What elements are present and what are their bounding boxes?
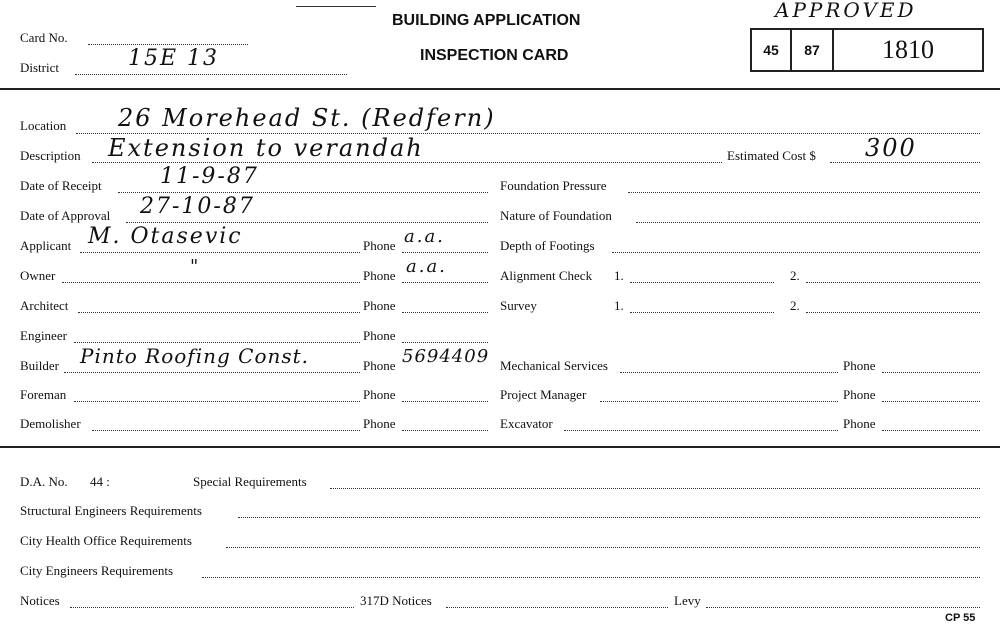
applicant-phone-label: Phone — [363, 238, 396, 253]
architect-label: Architect — [20, 298, 69, 313]
owner-label: Owner — [20, 268, 56, 283]
excavator-phone-label: Phone — [843, 416, 876, 431]
levy-line — [706, 607, 980, 608]
foreman-label: Foreman — [20, 387, 67, 402]
title-line-1: BUILDING APPLICATION — [392, 12, 581, 29]
excavator-phone-line — [882, 430, 980, 431]
city-eng-req-label: City Engineers Requirements — [20, 563, 174, 578]
survey-label: Survey — [500, 298, 537, 313]
demolisher-label: Demolisher — [20, 416, 81, 431]
owner-phone-value: a.a. — [406, 256, 447, 277]
district-label: District — [20, 60, 59, 75]
card-number-box — [750, 28, 984, 72]
mechanical-line — [620, 372, 838, 373]
foundation-pressure-label: Foundation Pressure — [500, 178, 607, 193]
foreman-phone-line — [402, 401, 488, 402]
nature-foundation-line — [636, 222, 980, 223]
survey-line-1 — [630, 312, 774, 313]
project-manager-phone-label: Phone — [843, 387, 876, 402]
applicant-label: Applicant — [20, 238, 72, 253]
location-value: 26 Morehead St. (Redfern) — [118, 104, 496, 132]
title-line-2: INSPECTION CARD — [420, 47, 569, 64]
foreman-line — [74, 401, 360, 402]
box-cell-b: 87 — [792, 30, 834, 70]
form-code: CP 55 — [945, 612, 976, 624]
description-label: Description — [20, 148, 81, 163]
district-line — [75, 74, 347, 75]
date-receipt-line — [118, 192, 488, 193]
special-req-line — [330, 488, 980, 489]
top-rule — [0, 88, 1000, 90]
da-no-value: 44 : — [90, 474, 110, 489]
date-approval-label: Date of Approval — [20, 208, 111, 223]
engineer-line — [74, 342, 360, 343]
architect-line — [78, 312, 360, 313]
mechanical-phone-label: Phone — [843, 358, 876, 373]
card-no-line — [88, 44, 248, 45]
box-cell-number: 1810 — [882, 35, 934, 64]
engineer-phone-line — [402, 342, 488, 343]
date-receipt-label: Date of Receipt — [20, 178, 102, 193]
project-manager-phone-line — [882, 401, 980, 402]
foreman-phone-label: Phone — [363, 387, 396, 402]
builder-phone-label: Phone — [363, 358, 396, 373]
alignment-num-1: 1. — [614, 268, 624, 283]
builder-line — [64, 372, 360, 373]
depth-footings-line — [612, 252, 980, 253]
demolisher-phone-label: Phone — [363, 416, 396, 431]
notices-317d-label: 317D Notices — [360, 593, 432, 608]
owner-phone-label: Phone — [363, 268, 396, 283]
depth-footings-label: Depth of Footings — [500, 238, 595, 253]
health-req-label: City Health Office Requirements — [20, 533, 192, 548]
alignment-check-label: Alignment Check — [500, 268, 593, 283]
da-no-label: D.A. No. — [20, 474, 68, 489]
top-scribble — [296, 6, 376, 7]
architect-phone-line — [402, 312, 488, 313]
survey-num-2: 2. — [790, 298, 800, 313]
description-value: Extension to verandah — [108, 134, 424, 162]
applicant-phone-value: a.a. — [404, 226, 445, 247]
date-approval-value: 27-10-87 — [140, 194, 255, 219]
card-no-label: Card No. — [20, 30, 68, 45]
builder-value: Pinto Roofing Const. — [80, 344, 310, 368]
estimated-cost-line — [830, 162, 980, 163]
survey-num-1: 1. — [614, 298, 624, 313]
owner-value: " — [190, 256, 201, 277]
applicant-line — [80, 252, 360, 253]
owner-phone-line — [402, 282, 488, 283]
structural-req-line — [238, 517, 980, 518]
structural-req-label: Structural Engineers Requirements — [20, 503, 202, 518]
district-value: 15E 13 — [128, 46, 220, 71]
notices-label: Notices — [20, 593, 60, 608]
project-manager-label: Project Manager — [500, 387, 587, 402]
special-req-label: Special Requirements — [193, 474, 307, 489]
mechanical-phone-line — [882, 372, 980, 373]
applicant-phone-line — [402, 252, 488, 253]
excavator-label: Excavator — [500, 416, 553, 431]
date-receipt-value: 11-9-87 — [160, 164, 259, 189]
location-label: Location — [20, 118, 67, 133]
box-cell-a: 45 — [752, 30, 792, 70]
demolisher-phone-line — [402, 430, 488, 431]
survey-line-2 — [806, 312, 980, 313]
levy-label: Levy — [674, 593, 701, 608]
alignment-num-2: 2. — [790, 268, 800, 283]
applicant-value: M. Otasevic — [88, 224, 243, 249]
description-line — [92, 162, 722, 163]
middle-rule — [0, 446, 1000, 448]
mechanical-label: Mechanical Services — [500, 358, 608, 373]
city-eng-req-line — [202, 577, 980, 578]
builder-label: Builder — [20, 358, 59, 373]
notices-line — [70, 607, 354, 608]
owner-line — [62, 282, 360, 283]
health-req-line — [226, 547, 980, 548]
notices-317d-line — [446, 607, 668, 608]
alignment-line-2 — [806, 282, 980, 283]
demolisher-line — [92, 430, 360, 431]
alignment-line-1 — [630, 282, 774, 283]
approved-stamp: APPROVED — [775, 0, 917, 22]
excavator-line — [564, 430, 838, 431]
builder-phone-value: 5694409 — [402, 346, 490, 367]
architect-phone-label: Phone — [363, 298, 396, 313]
foundation-pressure-line — [628, 192, 980, 193]
engineer-phone-label: Phone — [363, 328, 396, 343]
engineer-label: Engineer — [20, 328, 67, 343]
estimated-cost-value: 300 — [865, 134, 917, 162]
estimated-cost-label: Estimated Cost $ — [727, 148, 816, 163]
date-approval-line — [126, 222, 488, 223]
project-manager-line — [600, 401, 838, 402]
nature-foundation-label: Nature of Foundation — [500, 208, 612, 223]
